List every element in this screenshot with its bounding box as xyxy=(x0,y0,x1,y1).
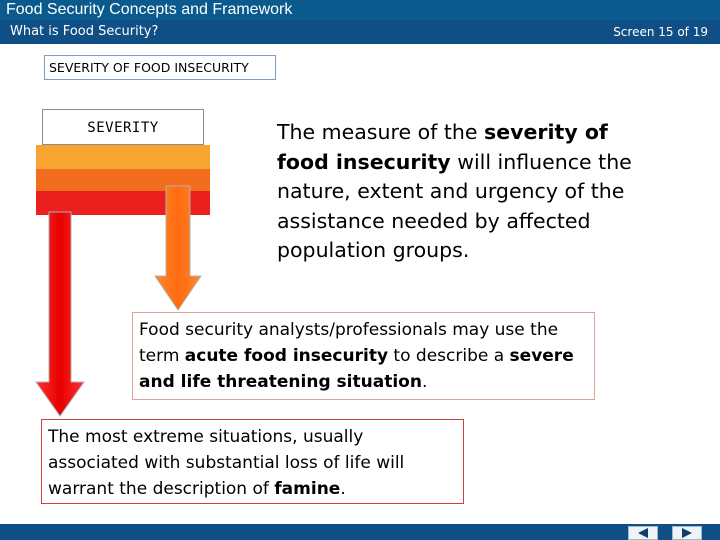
acute-text-part1: Food security analysts/professionals may use the term xyxy=(139,320,559,366)
triangle-left-icon xyxy=(629,527,657,539)
orange-down-arrow xyxy=(153,186,203,312)
severity-description xyxy=(277,118,657,266)
app-title: Food Security Concepts and Framework xyxy=(6,1,293,18)
severity-label: SEVERITY xyxy=(42,109,204,145)
red-down-arrow xyxy=(33,212,87,418)
severity-band-low xyxy=(36,145,210,169)
famine-text-bold: famine xyxy=(274,479,341,499)
screen-counter: Screen 15 of 19 xyxy=(613,25,708,39)
section-title: What is Food Security? xyxy=(10,24,159,39)
main-text-bold: severity of food insecurity xyxy=(277,120,608,174)
famine-box xyxy=(41,419,464,504)
triangle-right-icon xyxy=(673,527,701,539)
acute-text-bold1: acute food insecurity xyxy=(184,346,389,366)
navigation-bar xyxy=(0,524,720,540)
acute-food-insecurity-box xyxy=(132,312,595,400)
slide-heading: SEVERITY OF FOOD INSECURITY xyxy=(44,55,276,80)
acute-text-part2: to describe a xyxy=(388,346,510,366)
main-text-part2: will influence the nature, extent and urgency of the assistance needed by affected population groups. xyxy=(277,149,632,262)
acute-text-part3: . xyxy=(421,372,428,392)
main-text-part1: The measure of the xyxy=(277,120,485,144)
famine-text-part2: . xyxy=(340,479,346,499)
acute-text-bold2: severe and life threatening situation xyxy=(139,346,574,392)
next-screen-button[interactable] xyxy=(672,526,702,540)
previous-screen-button[interactable] xyxy=(628,526,658,540)
section-bar xyxy=(0,20,720,44)
famine-text-part1: The most extreme situations, usually associated with substantial loss of life will warrant the description of xyxy=(48,427,405,499)
title-bar xyxy=(0,0,720,20)
